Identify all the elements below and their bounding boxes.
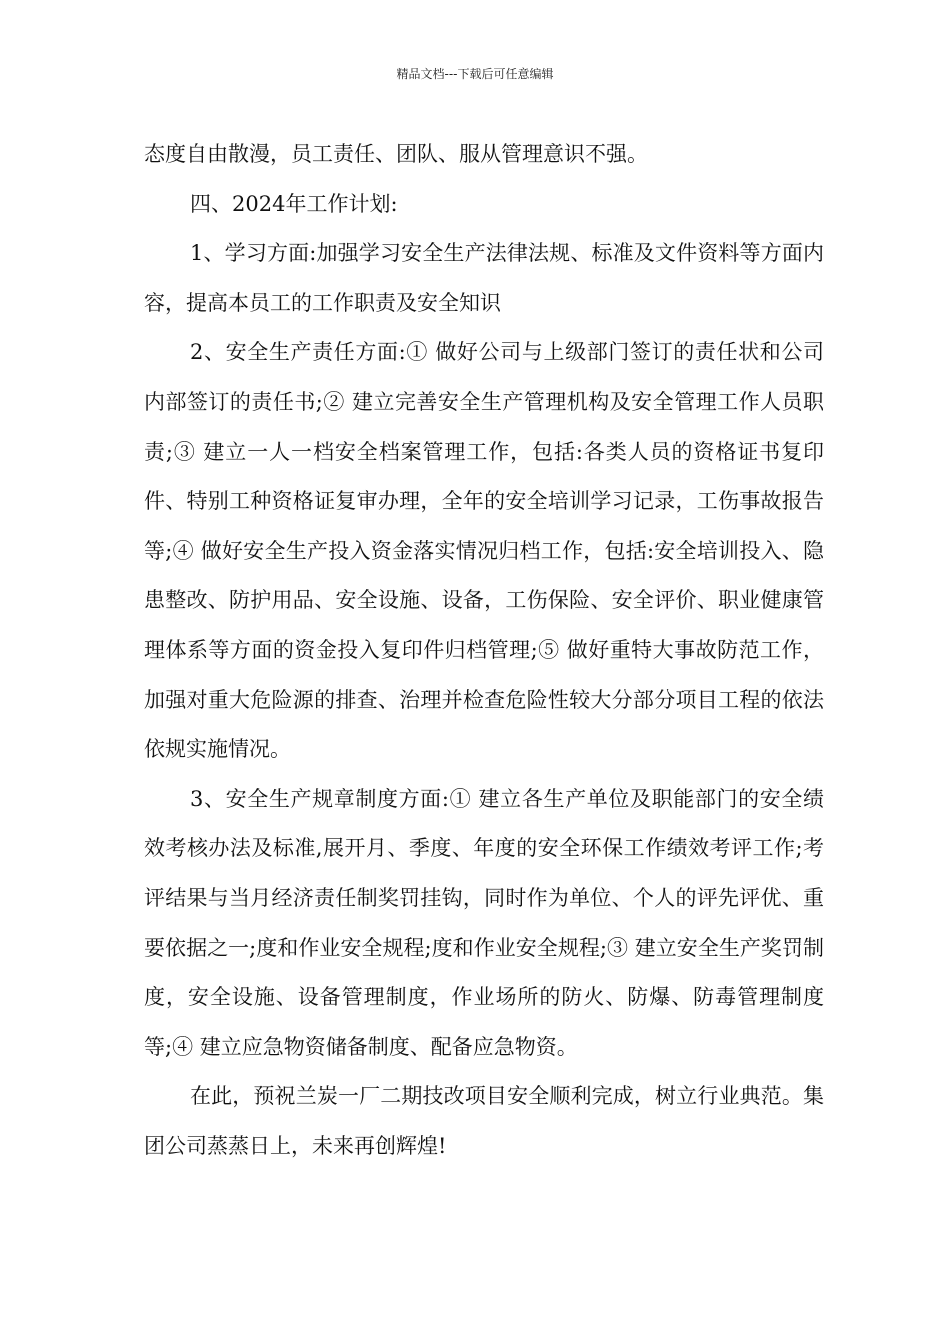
paragraph-closing: 在此，预祝兰炭一厂二期技改项目安全顺利完成，树立行业典范。集团公司蒸蒸日上，未来再创辉煌! — [144, 1084, 824, 1158]
paragraph-responsibility: 2、安全生产责任方面:① 做好公司与上级部门签订的责任状和公司内部签订的责任书;② 建立完善安全生产管理机构及安全管理工作人员职责;③ 建立一人一档安全档案管理工作，包括:各类人员的资格证书复印件、特别工种资格证复审办理，全年的安全培训学习记录，工伤事故报告等;④ 做好安全生产投入资金落实情况归档工作，包括:安全培训投入、隐患整改、防护用品、安全设施、设备，工伤保险、安全评价、职业健康管理体系等方面的资金投入复印件归档管理;⑤ 做好重特大事故防范工作，加强对重大危险源的排查、治理并检查危险性较大分部分项目工程的依法依规实施情况。 — [144, 340, 824, 762]
page-header: 精品文档---下载后可任意编辑 — [396, 67, 554, 81]
paragraph-attitude: 态度自由散漫，员工责任、团队、服从管理意识不强。 — [144, 142, 648, 166]
paragraph-regulations: 3、安全生产规章制度方面:① 建立各生产单位及职能部门的安全绩效考核办法及标准,展开月、季度、年度的安全环保工作绩效考评工作;考评结果与当月经济责任制奖罚挂钩，同时作为单位、个人的评先评优、重要依据之一;度和作业安全规程;度和作业安全规程;③ 建立安全生产奖罚制度，安全设施、设备管理制度，作业场所的防火、防爆、防毒管理制度等;④ 建立应急物资储备制度、配备应急物资。 — [144, 786, 824, 1059]
paragraph-study: 1、学习方面:加强学习安全生产法律法规、标准及文件资料等方面内容，提高本员工的工作职责及安全知识 — [144, 241, 824, 315]
document-body — [144, 130, 824, 1171]
section-heading-plan: 四、2024年工作计划: — [190, 191, 398, 216]
